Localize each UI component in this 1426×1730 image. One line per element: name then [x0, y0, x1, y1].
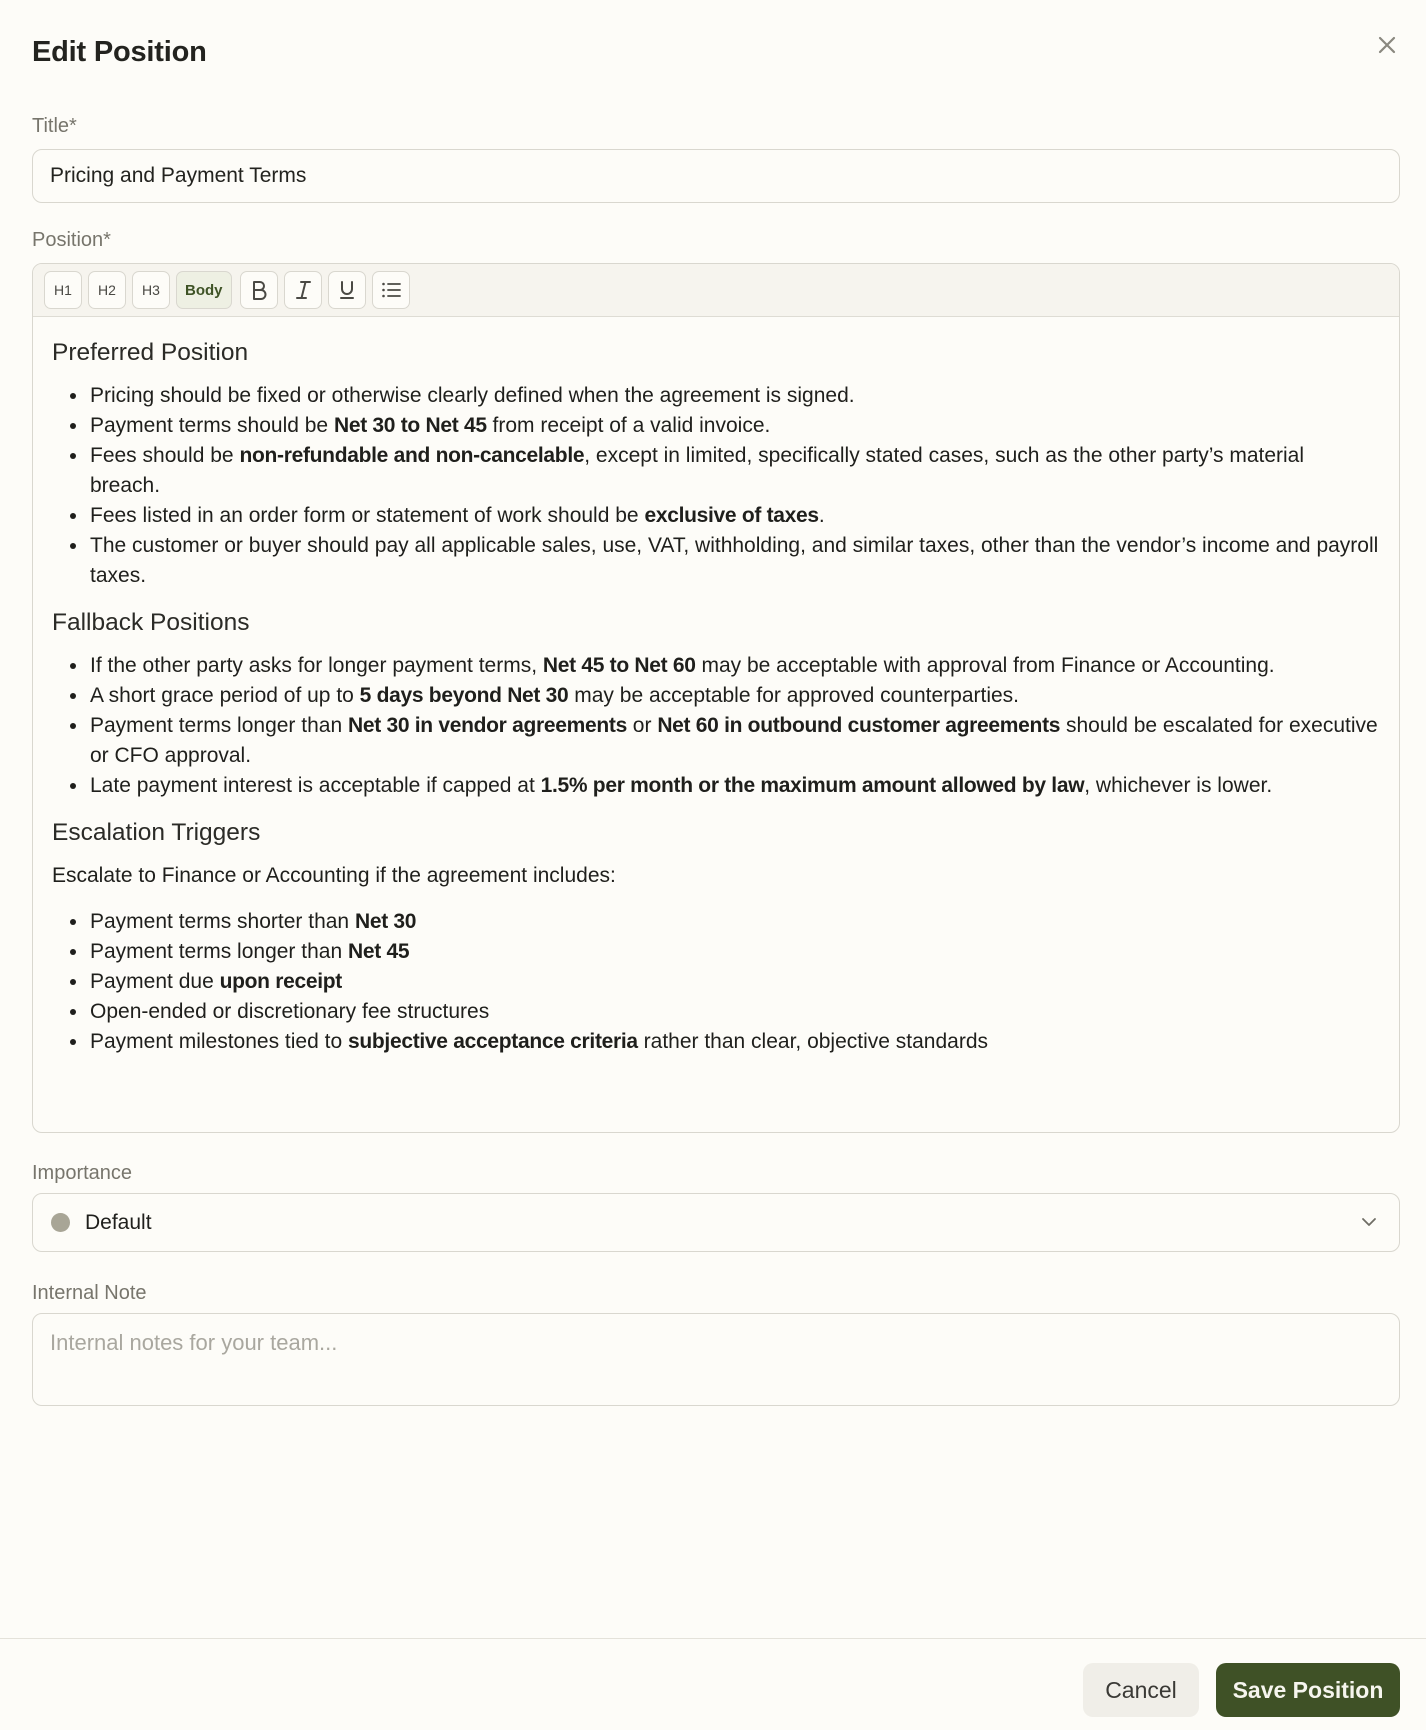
list-item [90, 531, 1379, 591]
item-text: Pricing should be fixed or otherwise clearly defined when the agreement is signed. [90, 384, 855, 407]
bold-icon [250, 280, 268, 300]
heading2-label: H2 [98, 282, 116, 298]
bullet-list-button[interactable] [372, 271, 410, 309]
item-bold: 5 days beyond Net 30 [359, 684, 569, 707]
list-item [90, 997, 1379, 1027]
position-label: Position* [32, 229, 111, 251]
importance-select[interactable] [32, 1193, 1400, 1252]
item-text: Fees should be [90, 444, 240, 467]
item-text: may be acceptable with approval from Finance or Accounting. [695, 654, 1275, 677]
importance-value: Default [85, 1210, 152, 1234]
item-bold: exclusive of taxes [644, 504, 819, 527]
title-label: Title* [32, 115, 77, 137]
body-button[interactable] [176, 271, 232, 309]
internal-note-label: Internal Note [32, 1282, 147, 1304]
heading1-label: H1 [54, 282, 72, 298]
dialog-title: Edit Position [32, 36, 207, 68]
italic-button[interactable] [284, 271, 322, 309]
close-button[interactable] [1372, 30, 1402, 60]
underline-button[interactable] [328, 271, 366, 309]
list-item [90, 411, 1379, 441]
importance-dot [51, 1213, 70, 1232]
editor-toolbar [33, 264, 1399, 317]
cancel-button[interactable]: Cancel [1083, 1663, 1199, 1717]
item-bold: Net 30 [354, 910, 417, 933]
item-text: from receipt of a valid invoice. [486, 414, 771, 437]
item-text: rather than clear, objective standards [637, 1030, 989, 1053]
bullet-list-icon [381, 281, 401, 299]
list-item [90, 441, 1379, 501]
fallback-heading: Fallback Positions [52, 609, 250, 636]
heading3-button[interactable] [132, 271, 170, 309]
heading3-label: H3 [142, 282, 160, 298]
item-text: Payment terms longer than [90, 940, 348, 963]
italic-icon [294, 280, 312, 300]
title-input[interactable] [32, 149, 1400, 203]
bold-button[interactable] [240, 271, 278, 309]
item-text: Payment terms shorter than [90, 910, 355, 933]
item-bold: Net 30 in vendor agreements [347, 714, 627, 737]
item-text: If the other party asks for longer payment terms, [90, 654, 543, 677]
item-text: , whichever is lower. [1084, 774, 1273, 797]
item-text: may be acceptable for approved counterparties. [568, 684, 1020, 707]
item-bold: Net 45 [347, 940, 410, 963]
position-editor[interactable] [32, 263, 1400, 1133]
preferred-heading: Preferred Position [52, 339, 249, 366]
item-bold: 1.5% per month or the maximum amount allowed by law [540, 774, 1085, 797]
item-bold: Net 30 to Net 45 [333, 414, 487, 437]
list-item [90, 967, 1379, 997]
item-text: should be escalated for executive or CFO approval. [90, 714, 1378, 767]
item-bold: Net 60 in outbound customer agreements [657, 714, 1061, 737]
preferred-list [52, 381, 1379, 591]
item-text: , except in limited, specifically stated cases, such as the other party’s material breach. [90, 444, 1305, 497]
body-label: Body [185, 281, 223, 299]
item-bold: non-refundable and non-cancelable [239, 444, 585, 467]
close-icon [1378, 36, 1396, 54]
item-bold: subjective acceptance criteria [347, 1030, 638, 1053]
list-item [90, 681, 1379, 711]
item-bold: upon receipt [219, 970, 343, 993]
item-text: The customer or buyer should pay all applicable sales, use, VAT, withholding, and similar taxes, other than the vendor’s income and payroll taxes. [90, 534, 1379, 587]
importance-label: Importance [32, 1162, 133, 1184]
list-item [90, 1027, 1379, 1057]
list-item [90, 381, 1379, 411]
escalation-list [52, 907, 1379, 1057]
editor-content[interactable] [33, 317, 1399, 1057]
list-item [90, 937, 1379, 967]
item-text: Late payment interest is acceptable if capped at [90, 774, 541, 797]
chevron-down-icon [1359, 1212, 1379, 1232]
dialog-footer [0, 1638, 1426, 1730]
item-text: Payment terms longer than [90, 714, 348, 737]
save-position-button[interactable]: Save Position [1216, 1663, 1400, 1717]
list-item [90, 907, 1379, 937]
item-text: Payment due [90, 970, 220, 993]
item-text: . [818, 504, 825, 527]
item-text: Payment milestones tied to [90, 1030, 348, 1053]
fallback-list [52, 651, 1379, 801]
item-text: or [626, 714, 658, 737]
underline-icon [338, 280, 356, 300]
item-bold: Net 45 to Net 60 [542, 654, 696, 677]
item-text: Fees listed in an order form or statement of work should be [90, 504, 645, 527]
escalation-heading: Escalation Triggers [52, 819, 261, 846]
list-item [90, 711, 1379, 771]
list-item [90, 501, 1379, 531]
item-text: A short grace period of up to [90, 684, 360, 707]
item-text: Open-ended or discretionary fee structures [90, 1000, 490, 1023]
heading1-button[interactable] [44, 271, 82, 309]
internal-note-input[interactable] [32, 1313, 1400, 1406]
escalation-intro: Escalate to Finance or Accounting if the agreement includes: [52, 864, 616, 887]
item-text: Payment terms should be [90, 414, 334, 437]
list-item [90, 771, 1379, 801]
heading2-button[interactable] [88, 271, 126, 309]
list-item [90, 651, 1379, 681]
